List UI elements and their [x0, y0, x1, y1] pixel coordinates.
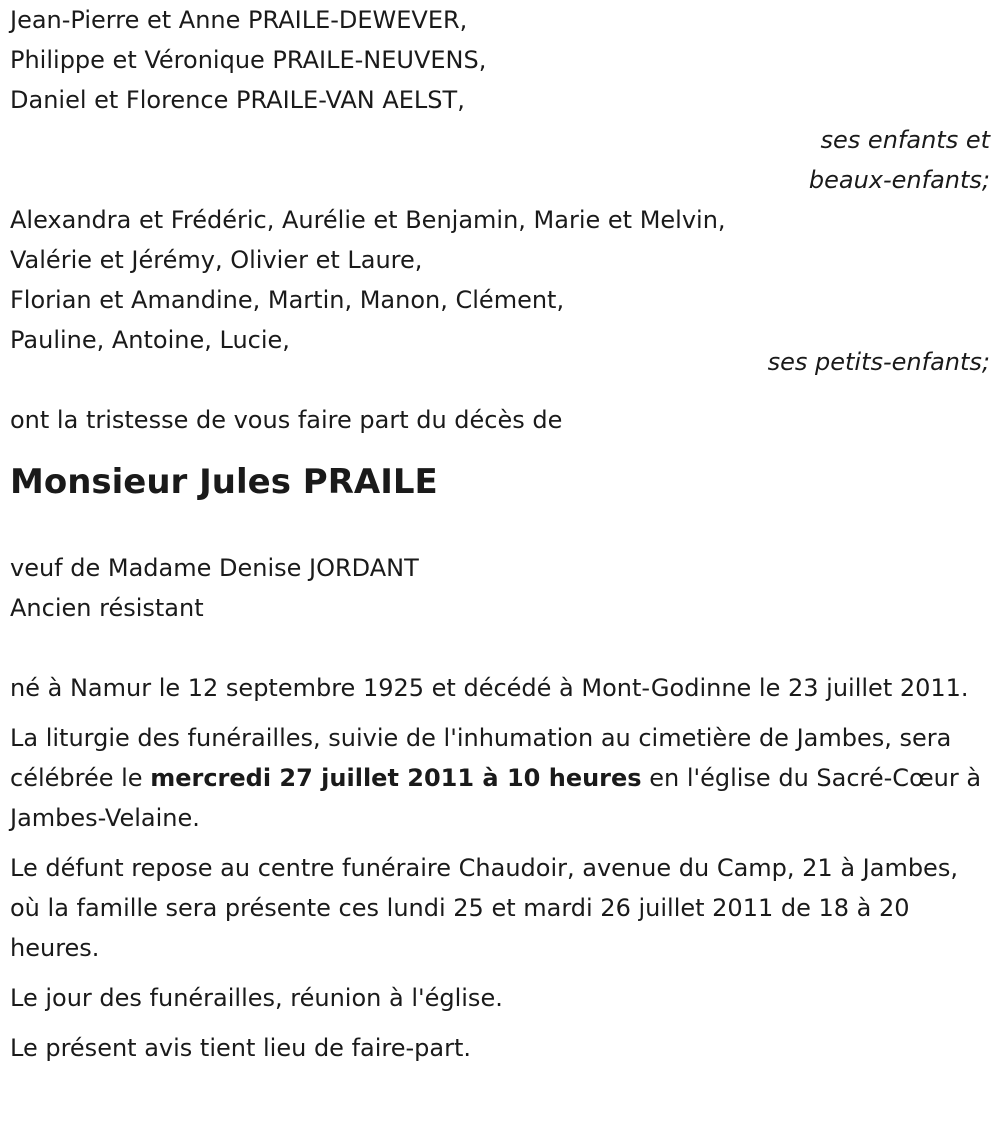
children-role-line-2: beaux-enfants;: [808, 166, 990, 194]
grandchild-line-4: Pauline, Antoine, Lucie,: [10, 326, 290, 354]
birth-death-paragraph: né à Namur le 12 septembre 1925 et décédé à Mont-Godinne le 23 juillet 2011.: [10, 674, 969, 702]
child-line-1: Jean-Pierre et Anne PRAILE-DEWEVER,: [10, 6, 468, 34]
deceased-name: Monsieur Jules PRAILE: [10, 462, 438, 502]
child-line-2: Philippe et Véronique PRAILE-NEUVENS,: [10, 46, 487, 74]
widow-detail: veuf de Madame Denise JORDANT: [10, 554, 419, 582]
meeting-paragraph: Le jour des funérailles, réunion à l'église.: [10, 984, 503, 1012]
liturgy-paragraph: [10, 718, 990, 838]
child-line-3: Daniel et Florence PRAILE-VAN AELST,: [10, 86, 465, 114]
liturgy-text-after: en l'église du Sacré-Cœur à Jambes-Velaine.: [10, 764, 982, 832]
announcement-text: ont la tristesse de vous faire part du décès de: [10, 406, 563, 434]
children-role-line-1: ses enfants et: [820, 126, 990, 154]
grandchild-line-2: Valérie et Jérémy, Olivier et Laure,: [10, 246, 423, 274]
repose-paragraph: Le défunt repose au centre funéraire Chaudoir, avenue du Camp, 21 à Jambes, où la famille sera présente ces lundi 25 et mardi 26 juillet 2011 de 18 à 20 heures.: [10, 854, 958, 962]
liturgy-date-time: mercredi 27 juillet 2011 à 10 heures: [150, 764, 642, 792]
grandchild-line-3: Florian et Amandine, Martin, Manon, Clément,: [10, 286, 565, 314]
resistance-detail: Ancien résistant: [10, 594, 204, 622]
obituary-notice: [10, 0, 990, 1068]
liturgy-text-before: La liturgie des funérailles, suivie de l'inhumation au cimetière de Jambes, sera célébrée le: [10, 724, 952, 792]
grandchildren-role: ses petits-enfants;: [767, 348, 990, 376]
grandchild-line-1: Alexandra et Frédéric, Aurélie et Benjamin, Marie et Melvin,: [10, 206, 726, 234]
notice-paragraph: Le présent avis tient lieu de faire-part.: [10, 1034, 472, 1062]
